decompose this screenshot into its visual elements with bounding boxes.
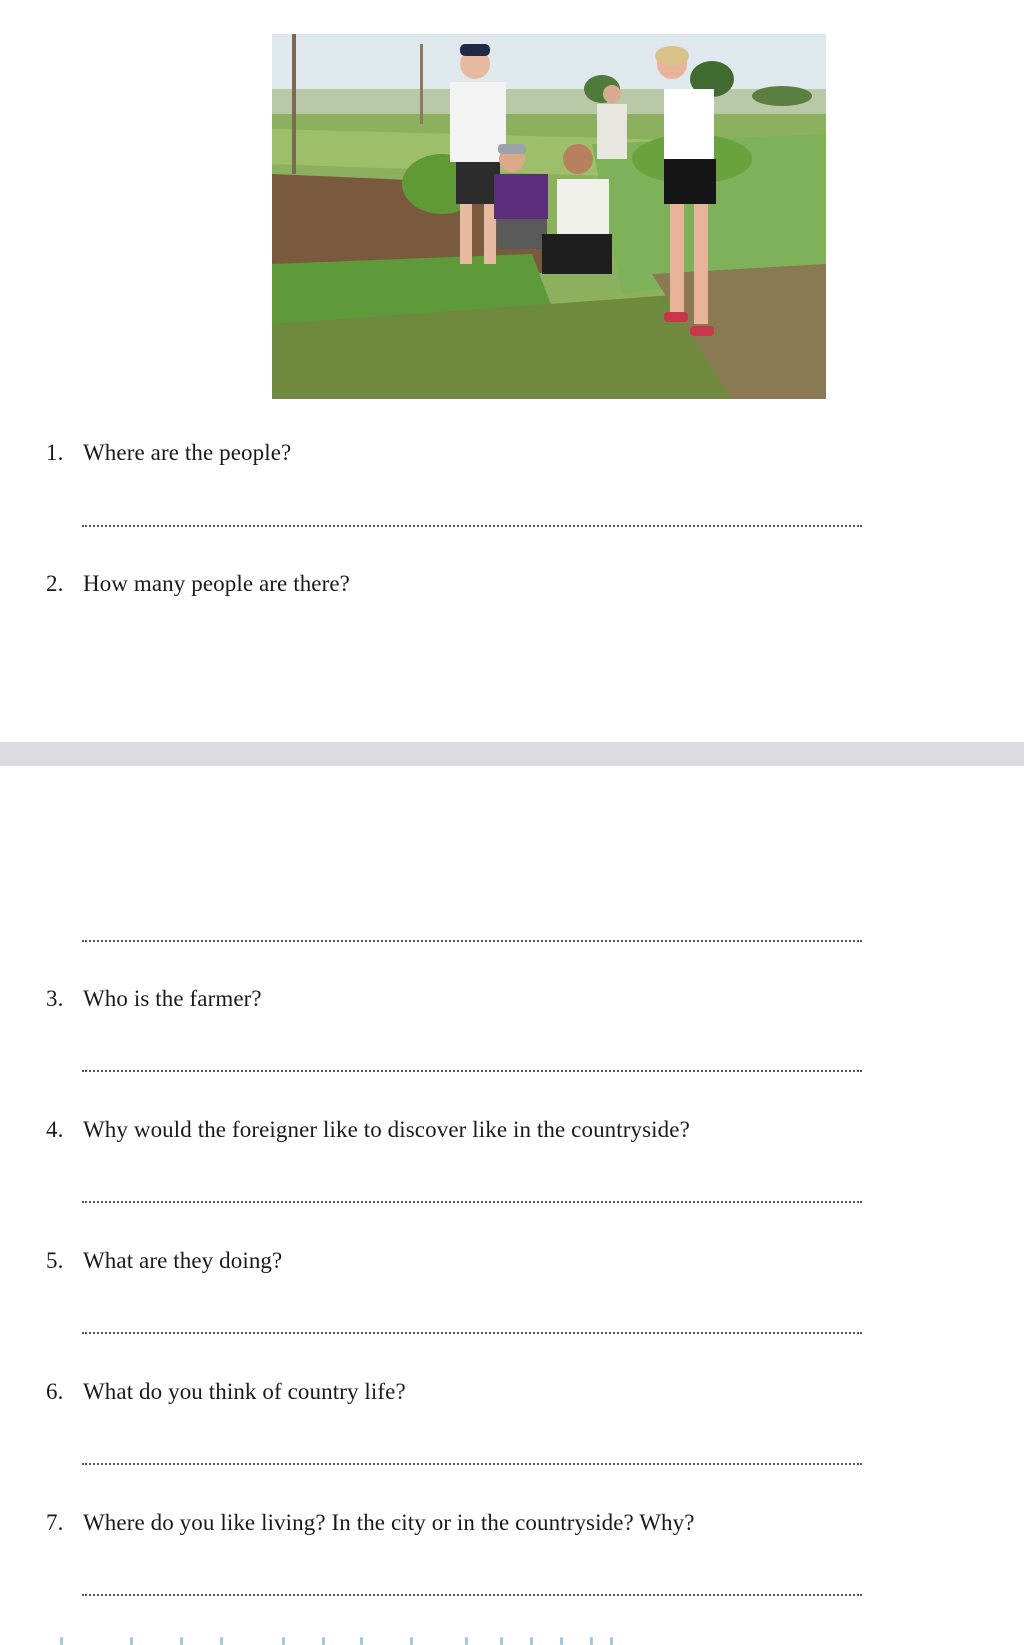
question-text: Where are the people? xyxy=(83,440,292,465)
farm-visit-photo xyxy=(272,34,826,399)
worksheet-photo xyxy=(272,34,826,399)
question-number: 4. xyxy=(46,1117,64,1142)
answer-line-5[interactable] xyxy=(82,1332,862,1334)
answer-line-3[interactable] xyxy=(82,1070,862,1072)
answer-line-2[interactable] xyxy=(82,940,862,942)
question-5 xyxy=(46,1248,282,1274)
question-text: Who is the farmer? xyxy=(83,986,262,1011)
question-number: 2. xyxy=(46,571,64,596)
answer-line-1[interactable] xyxy=(82,525,862,527)
question-number: 1. xyxy=(46,440,64,465)
question-text: Where do you like living? In the city or in the countryside? Why? xyxy=(83,1510,695,1535)
question-text: What do you think of country life? xyxy=(83,1379,406,1404)
question-number: 6. xyxy=(46,1379,64,1404)
page-bottom-edge xyxy=(60,1637,620,1645)
page-separator xyxy=(0,742,1024,766)
question-number: 7. xyxy=(46,1510,64,1535)
question-2 xyxy=(46,571,350,597)
answer-line-7[interactable] xyxy=(82,1594,862,1596)
question-text: Why would the foreigner like to discover like in the countryside? xyxy=(83,1117,690,1142)
question-number: 5. xyxy=(46,1248,64,1273)
answer-line-6[interactable] xyxy=(82,1463,862,1465)
question-7 xyxy=(46,1510,695,1536)
answer-line-4[interactable] xyxy=(82,1201,862,1203)
question-3 xyxy=(46,986,262,1012)
question-6 xyxy=(46,1379,406,1405)
question-text: What are they doing? xyxy=(83,1248,283,1273)
question-text: How many people are there? xyxy=(83,571,350,596)
question-4 xyxy=(46,1117,690,1143)
question-number: 3. xyxy=(46,986,64,1011)
question-1 xyxy=(46,440,291,466)
